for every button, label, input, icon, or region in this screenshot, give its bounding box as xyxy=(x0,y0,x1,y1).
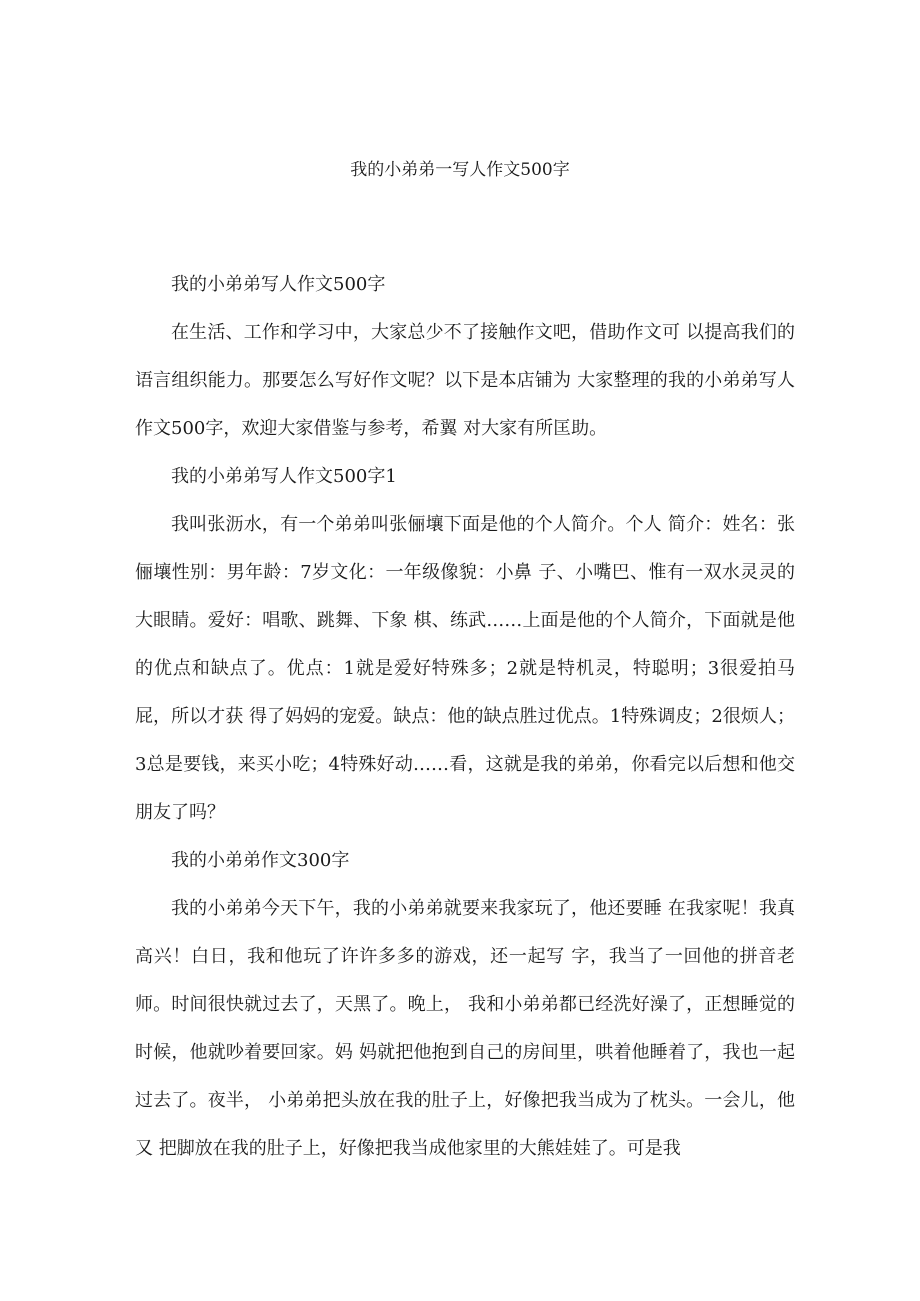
essay-paragraph: 我的小弟弟今天下午，我的小弟弟就要来我家玩了，他还要睡 在我家呢！我真高兴！白日，我和他玩了许许多多的游戏，还一起写 字，我当了一回他的拼音老师。时间很快就过去了，天黑了。晚上， 我和小弟弟都已经洗好澡了，正想睡觉的时候，他就吵着要回家。妈 妈就把他抱到自己的房间里，哄着他睡着了，我也一起过去了。夜半， 小弟弟把头放在我的肚子上，好像把我当成为了枕头。一会儿，他又 把脚放在我的肚子上，好像把我当成他家里的大熊娃娃了。可是我 xyxy=(135,898,795,1159)
section-heading: 我的小弟弟作文300字 xyxy=(171,850,350,871)
intro-paragraph: 在生活、工作和学习中，大家总少不了接触作文吧，借助作文可 以提高我们的语言组织能力。那要怎么写好作文呢？以下是本店铺为 大家整理的我的小弟弟写人作文500字，欢迎大家借鉴与参考，希翼 对大家有所匡助。 xyxy=(135,322,795,439)
document-body xyxy=(135,261,795,1173)
section-heading: 我的小弟弟写人作文500字 xyxy=(171,274,386,295)
section-heading: 我的小弟弟写人作文500字1 xyxy=(171,466,397,487)
document-title: 我的小弟弟一写人作文500字 xyxy=(350,160,570,180)
essay-paragraph: 我叫张沥水，有一个弟弟叫张俪壤下面是他的个人简介。个人 简介：姓名：张俪壤性别：男年龄：7岁文化：一年级像貌：小鼻 子、小嘴巴、惟有一双水灵灵的大眼睛。爱好：唱歌、跳舞、下象 棋、练武……上面是他的个人简介，下面就是他的优点和缺点了。优点：1就是爱好特殊多；2就是特机灵，特聪明；3很爱拍马屁，所以才获 得了妈妈的宠爱。缺点：他的缺点胜过优点。1特殊调皮；2很烦人；3总是要钱，来买小吃；4特殊好动……看，这就是我的弟弟，你看完以后想和他交朋友了吗？ xyxy=(135,514,795,823)
